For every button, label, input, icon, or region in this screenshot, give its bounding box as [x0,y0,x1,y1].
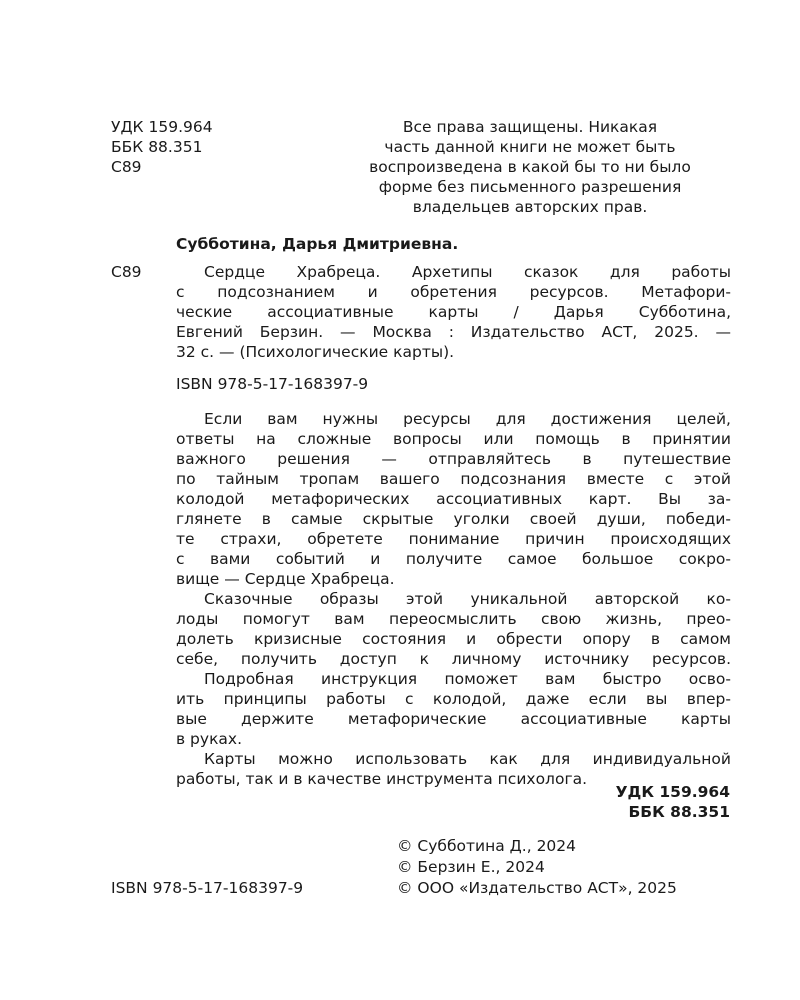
annotation-line: в руках. [176,730,243,748]
author-mark: С89 [111,158,142,176]
annotation-line: те страхи, обретете понимание причин происходящих [176,530,731,548]
annotation-line: себе, получить доступ к личному источнику ресурсов. [176,650,731,668]
copyright-block [397,836,677,899]
rights-line: часть данной книги не может быть [384,138,676,156]
biblio-line: Сердце Храбреца. Архетипы сказок для работы [204,263,731,281]
rights-notice [330,117,730,217]
biblio-line: 32 с. — (Психологические карты). [176,343,455,361]
annotation-line: долеть кризисные состояния и обрести опору в самом [176,630,731,648]
copyright-line: © ООО «Издательство АСТ», 2025 [397,879,677,897]
annotation-line: ответы на сложные вопросы или помощь в принятии [176,430,731,448]
classification-codes [111,117,271,177]
annotation-line: колодой метафорических ассоциативных карт. Вы за- [176,490,731,508]
bottom-isbn: ISBN 978-5-17-168397-9 [111,879,304,897]
annotation-line: вище — Сердце Храбреца. [176,570,395,588]
biblio-line: ческие ассоциативные карты / Дарья Субботина, [176,303,731,321]
rights-line: Все права защищены. Никакая [402,118,658,136]
annotation-line: важного решения — отправляйтесь в путешествие [176,450,731,468]
annotation-line: с вами событий и получите самое большое сокро- [176,550,731,568]
catalog-isbn: ISBN 978-5-17-168397-9 [176,375,369,393]
bbk-code: ББК 88.351 [111,138,203,156]
annotation-line: лоды помогут вам переосмыслить свою жизнь, прео- [176,610,731,628]
annotation-line: Если вам нужны ресурсы для достижения целей, [204,410,731,428]
rights-line: форме без письменного разрешения [378,178,682,196]
rights-line: воспроизведена в какой бы то ни было [369,158,691,176]
annotation-line: Подробная инструкция поможет вам быстро осво- [204,670,731,688]
rights-line: владельцев авторских прав. [412,198,648,216]
annotation-line: по тайным тропам вашего подсознания вместе с этой [176,470,731,488]
annotation-line: Карты можно использовать как для индивидуальной [204,750,731,768]
annotation-line: ить принципы работы с колодой, даже если вы впер- [176,690,731,708]
annotation-line: Сказочные образы этой уникальной авторской ко- [204,590,731,608]
copyright-line: © Берзин Е., 2024 [397,858,545,876]
bottom-bbk: ББК 88.351 [628,803,730,821]
biblio-line: с подсознанием и обретения ресурсов. Метафори- [176,283,731,301]
biblio-line: Евгений Берзин. — Москва : Издательство АСТ, 2025. — [176,323,731,341]
annotation-line: глянете в самые скрытые уголки своей души, победи- [176,510,731,528]
bibliographic-description [176,262,731,362]
author-heading: Субботина, Дарья Дмитриевна. [176,235,459,253]
bottom-classification [560,782,730,822]
bottom-udk: УДК 159.964 [615,783,730,801]
annotation-line: вые держите метафорические ассоциативные карты [176,710,731,728]
catalog-mark: С89 [111,263,142,281]
udk-code: УДК 159.964 [111,118,213,136]
copyright-line: © Субботина Д., 2024 [397,837,577,855]
annotation [176,409,731,789]
annotation-line: работы, так и в качестве инструмента психолога. [176,770,588,788]
